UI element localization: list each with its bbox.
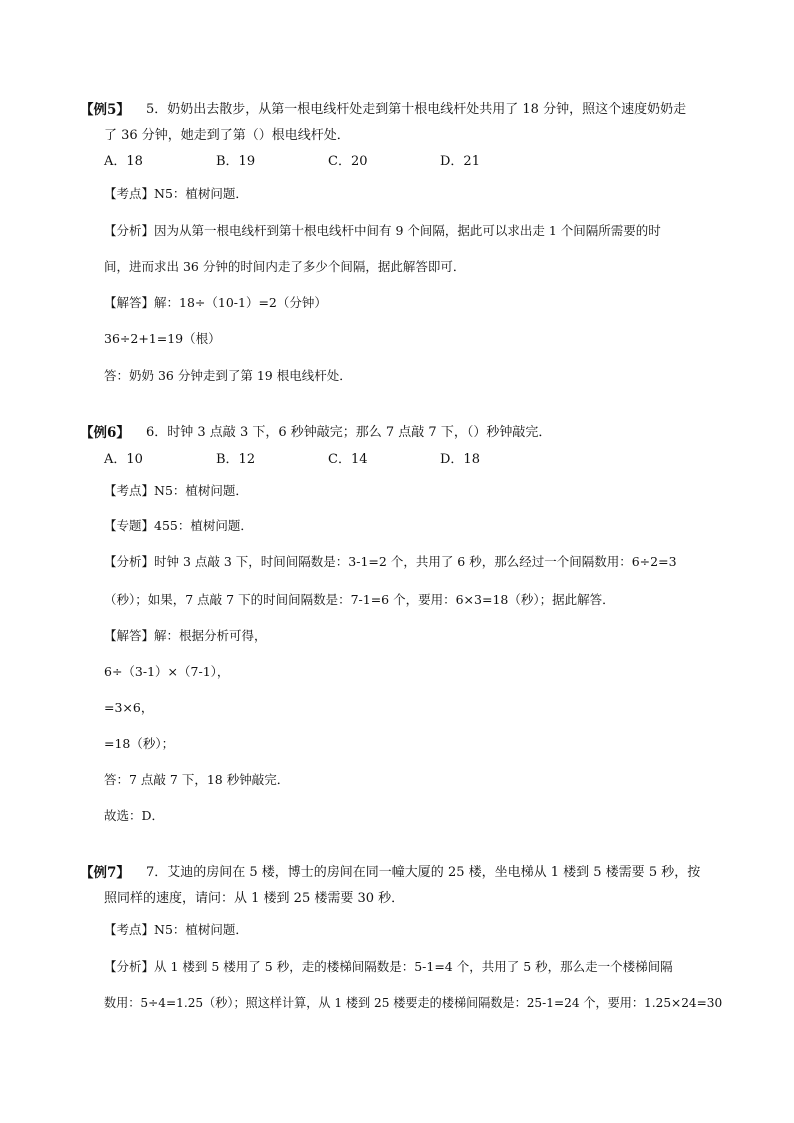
example-6-jieda: 【解答】解：根据分析可得， <box>104 628 267 643</box>
example-7-question-line-2: 照同样的速度，请问：从 1 楼到 25 楼需要 30 秒． <box>104 891 405 906</box>
example-6-zhuanti: 【专题】455：植树问题． <box>104 518 253 533</box>
example-7-question-line-1: 7．艾迪的房间在 5 楼，博士的房间在同一幢大厦的 25 楼，坐电梯从 1 楼到 5 楼需要 5 秒，按 <box>146 865 701 880</box>
example-6-choice: 故选：D． <box>104 808 165 823</box>
example-6-fenxi-line-2: （秒）；如果，7 点敲 7 下的时间间隔数是：7-1=6 个，要用：6×3=18（秒）；据此解答． <box>104 592 615 607</box>
example-6-option-b: B．12 <box>216 452 256 467</box>
example-7-fenxi-line-2: 数用：5÷4=1.25（秒）；照这样计算，从 1 楼到 25 楼要走的楼梯间隔数是：25-1=24 个，要用：1.25×24=30 <box>104 995 723 1010</box>
example-6-tag: 【例6】 <box>80 425 130 441</box>
example-6-fenxi-line-1: 【分析】时钟 3 点敲 3 下，时间间隔数是：3-1=2 个，共用了 6 秒，那么经过一个间隔数用：6÷2=3 <box>104 554 677 569</box>
example-5-option-d: D．21 <box>440 154 480 169</box>
example-5-tag: 【例5】 <box>80 102 130 118</box>
example-7-fenxi-line-1: 【分析】从 1 楼到 5 楼用了 5 秒，走的楼梯间隔数是：5-1=4 个，共用了 5 秒，那么走一个楼梯间隔 <box>104 959 673 974</box>
example-6-answer: 答：7 点敲 7 下，18 秒钟敲完． <box>104 772 290 787</box>
example-5-step-1: 36÷2+1=19（根） <box>104 331 221 346</box>
example-6-step-3: =18（秒）； <box>104 736 175 751</box>
example-6-kaodian: 【考点】N5：植树问题． <box>104 483 248 498</box>
example-5-option-b: B．19 <box>216 154 256 169</box>
example-5-question-line-2: 了 36 分钟，她走到了第（）根电线杆处． <box>104 128 350 143</box>
example-5-answer: 答：奶奶 36 分钟走到了第 19 根电线杆处． <box>104 368 352 383</box>
example-6-step-1: 6÷（3-1）×（7-1）， <box>104 664 230 679</box>
example-6-step-2: =3×6， <box>104 700 154 715</box>
example-6-option-d: D．18 <box>440 452 480 467</box>
example-5-kaodian: 【考点】N5：植树问题． <box>104 186 248 201</box>
example-5-fenxi-line-2: 间，进而求出 36 分钟的时间内走了多少个间隔，据此解答即可． <box>104 259 466 274</box>
example-6-question-line-1: 6．时钟 3 点敲 3 下，6 秒钟敲完；那么 7 点敲 7 下，（）秒钟敲完． <box>146 425 552 440</box>
example-5-option-a: A．18 <box>104 154 143 169</box>
example-5-option-c: C．20 <box>328 154 368 169</box>
example-5-question-line-1: 5．奶奶出去散步，从第一根电线杆处走到第十根电线杆处共用了 18 分钟，照这个速度奶奶走 <box>146 102 687 117</box>
example-5-jieda: 【解答】解：18÷（10-1）=2（分钟） <box>104 295 327 310</box>
example-6-option-a: A．10 <box>104 452 143 467</box>
example-7-kaodian: 【考点】N5：植树问题． <box>104 922 248 937</box>
example-5-fenxi-line-1: 【分析】因为从第一根电线杆到第十根电线杆中间有 9 个间隔，据此可以求出走 1 个间隔所需要的时 <box>104 223 661 238</box>
example-6-option-c: C．14 <box>328 452 368 467</box>
example-7-tag: 【例7】 <box>80 865 130 881</box>
